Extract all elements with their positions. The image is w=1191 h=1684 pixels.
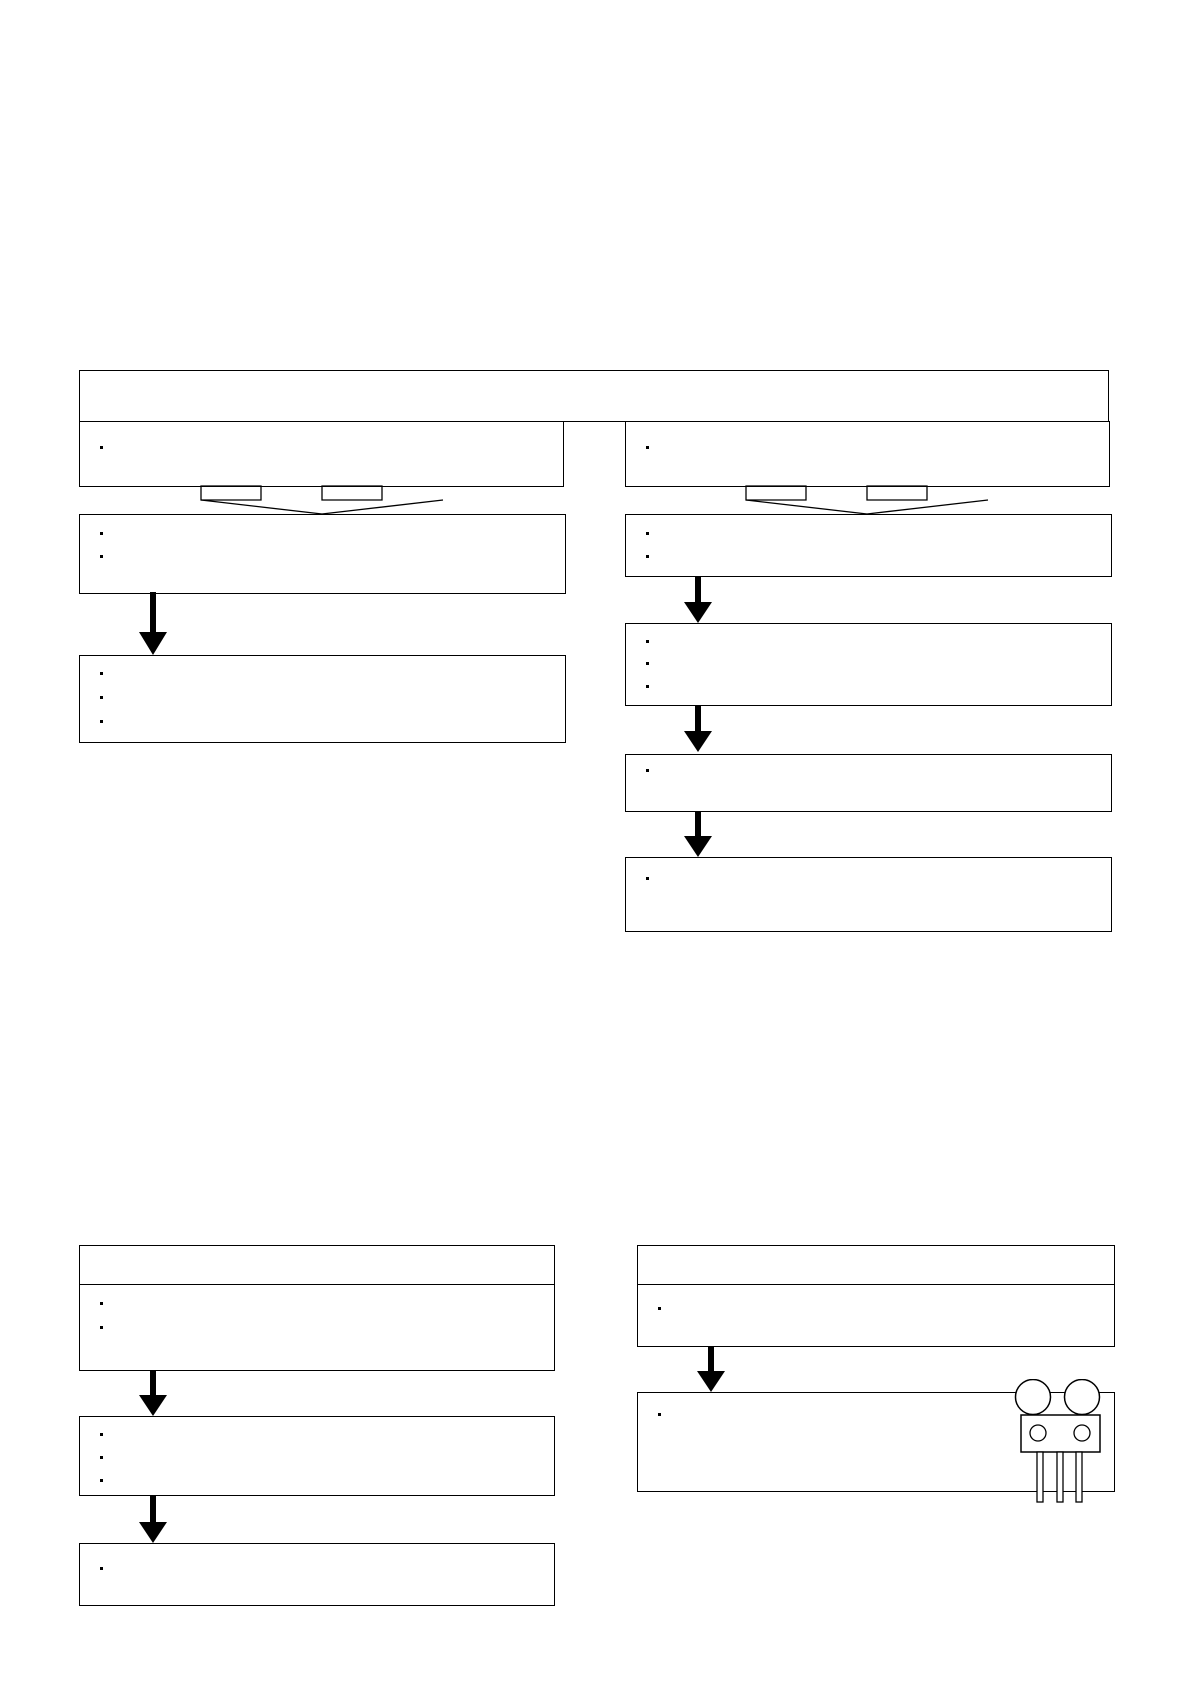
bullet-marker xyxy=(646,662,649,665)
bullet-marker xyxy=(100,1456,103,1459)
bullet-marker xyxy=(100,720,103,723)
bullet-marker xyxy=(646,877,649,880)
down-arrow xyxy=(684,705,712,753)
bottom-left-box-1 xyxy=(79,1284,555,1371)
bullet-marker xyxy=(646,769,649,772)
bullet-marker xyxy=(646,685,649,688)
top-left-box-3 xyxy=(79,655,566,743)
bottom-left-box-3 xyxy=(79,1543,555,1606)
bottom-right-header xyxy=(637,1245,1115,1285)
bullet-marker xyxy=(100,1326,103,1329)
bullet-marker xyxy=(100,1302,103,1305)
top-right-box-2 xyxy=(625,514,1112,577)
top-right-box-4 xyxy=(625,754,1112,812)
bullet-marker xyxy=(646,532,649,535)
bullet-marker xyxy=(658,1413,661,1416)
down-arrow xyxy=(139,592,167,656)
down-arrow xyxy=(697,1346,725,1393)
down-arrow xyxy=(684,811,712,858)
bottom-left-header xyxy=(79,1245,555,1285)
merge-connector xyxy=(195,484,455,516)
down-arrow xyxy=(684,576,712,624)
bullet-marker xyxy=(100,532,103,535)
top-right-box-3 xyxy=(625,623,1112,706)
bullet-marker xyxy=(100,672,103,675)
bottom-right-box-1 xyxy=(637,1284,1115,1347)
top-left-box-2 xyxy=(79,514,566,594)
bullet-marker xyxy=(100,1567,103,1570)
bullet-marker xyxy=(100,696,103,699)
down-arrow xyxy=(139,1495,167,1544)
bullet-marker xyxy=(646,446,649,449)
valve-gauge-icon xyxy=(1013,1379,1113,1504)
bullet-marker xyxy=(646,640,649,643)
bullet-marker xyxy=(100,555,103,558)
bullet-marker xyxy=(646,555,649,558)
bullet-marker xyxy=(100,1479,103,1482)
merge-connector xyxy=(740,484,1000,516)
top-right-box-5 xyxy=(625,857,1112,932)
header-box xyxy=(79,370,1109,422)
bullet-marker xyxy=(658,1307,661,1310)
down-arrow xyxy=(139,1370,167,1417)
top-left-box-1 xyxy=(79,421,564,487)
bullet-marker xyxy=(100,446,103,449)
bullet-marker xyxy=(100,1433,103,1436)
bottom-left-box-2 xyxy=(79,1416,555,1496)
top-right-box-1 xyxy=(625,421,1110,487)
